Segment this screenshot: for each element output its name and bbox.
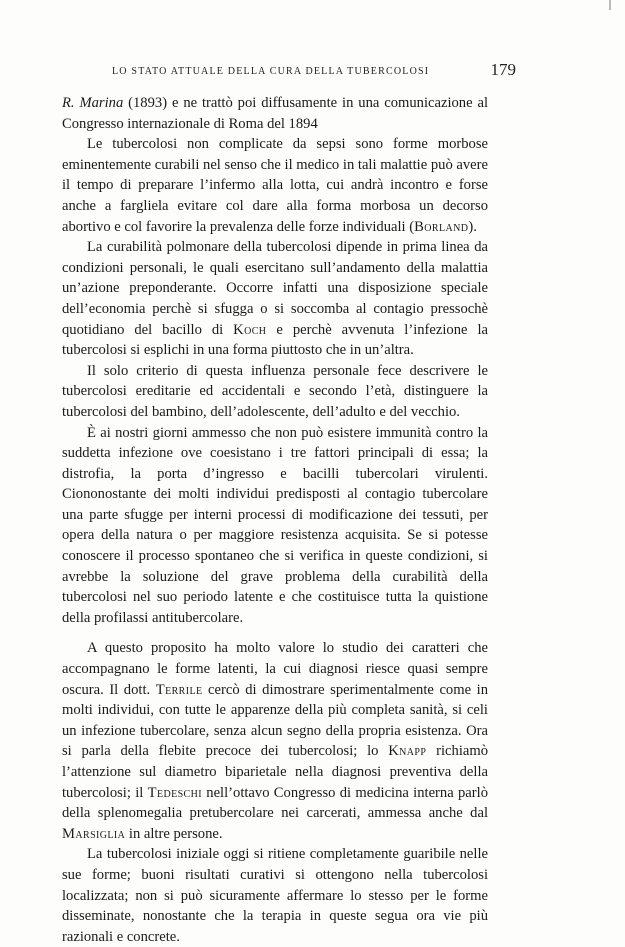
author-name: Koch: [233, 321, 267, 338]
author-name: Tedeschi: [147, 784, 202, 801]
paragraph: [62, 423, 488, 629]
paragraph: [62, 638, 488, 844]
text-run: in altre persone.: [125, 825, 223, 842]
author-name: Borland: [414, 218, 469, 235]
author-name: Marsiglia: [62, 825, 126, 842]
paragraph: [62, 93, 488, 134]
text-run: e perchè avvenuta l’infezione la tubercolosi si esplichi in una forma piuttosto che in un’altra.: [62, 321, 488, 359]
text-run: ).: [468, 218, 477, 235]
text-run: Le tubercolosi non complicate da sepsi sono forme morbose eminentemente curabili nel senso che il medico in tali malattie può avere il tempo di preparare l’infermo alla lotta, cui andrà incontro e forse anche a fargliela evitare col dare alla forma morbosa un decorso abortivo e col favorire la prevalenza delle forze individuali (: [62, 136, 488, 235]
text-run: cercò di dimostrare sperimentalmente come in molti individui, con tutte le apparenze della più completa sanità, si celi un infezione tubercolare, senza alcun segno della propria esistenza. Ora si parla della flebite precoce dei tubercolosi; lo: [62, 681, 488, 760]
text-run: richiamò l’attenzione sul diametro biparietale nella diagnosi preventiva della tubercolosi; il: [62, 743, 488, 801]
text-run: La tubercolosi iniziale oggi si ritiene completamente guaribile nelle sue forme; buoni risultati curativi si ottengono nella tubercolosi localizzata; non si può sicuramente affermare lo stesso per le forme disseminate, nonostante che la terapia in queste segua ora vie più razionali e concrete.: [62, 846, 488, 945]
text-run: A questo proposito ha molto valore lo studio dei caratteri che accompagnano le forme latenti, la cui diagnosi riesce quasi sempre oscura. Il dott.: [62, 640, 488, 698]
text-run: La curabilità polmonare della tubercolosi dipende in prima linea da condizioni personali, le quali esercitano sull’andamento della malattia un’azione preponderante. Occorre infatti una disposizione speciale dell’economia perchè si sfugga o si soccomba al contagio pressochè quotidiano del bacillo di: [62, 239, 488, 338]
text-run: (1893) e ne trattò poi diffusamente in una comunicazione al Congresso internazionale di Roma del 1894: [62, 95, 489, 132]
page-header: [112, 60, 516, 84]
running-head: LO STATO ATTUALE DELLA CURA DELLA TUBERCOLOSI: [112, 66, 430, 77]
page-edge-mark: [609, 0, 611, 10]
author-name: Terrile: [155, 681, 203, 698]
paragraph: [62, 844, 488, 947]
paragraph: [62, 237, 488, 361]
paragraph: [62, 134, 488, 237]
paragraph: [62, 361, 488, 423]
text-run: nell’ottavo Congresso di medicina interna parlò della splenomegalia pretubercolare nei carcerati, ammessa anche dal: [62, 784, 488, 822]
text-run: È ai nostri giorni ammesso che non può esistere immunità contro la suddetta infezione ove coesistano i tre fattori principali di essa; la distrofia, la porta d’ingresso e bacilli tubercolari virulenti. Ciononostante dei molti individui predisposti al contagio tubercolare una parte sfugge per interni processi di modificazione dei tessuti, per opera della natura o per maggiore resistenza acquisita. Se si potesse conoscere il processo spontaneo che si verifica in queste condizioni, si avrebbe la soluzione del grave problema della curabilità della tubercolosi nel suo periodo latente e che costituisce tutta la quistione della profilassi antitubercolare.: [62, 424, 488, 626]
author-name: Knapp: [388, 743, 427, 760]
italic-text: R. Marina: [62, 95, 124, 111]
page-number: 179: [490, 60, 516, 79]
text-run: Il solo criterio di questa influenza personale fece descrivere le tubercolosi ereditarie ed accidentali e secondo l’età, distinguere la tubercolosi del bambino, dell’adolescente, dell’adulto e del vecchio.: [62, 362, 488, 420]
body-text: [62, 93, 488, 947]
